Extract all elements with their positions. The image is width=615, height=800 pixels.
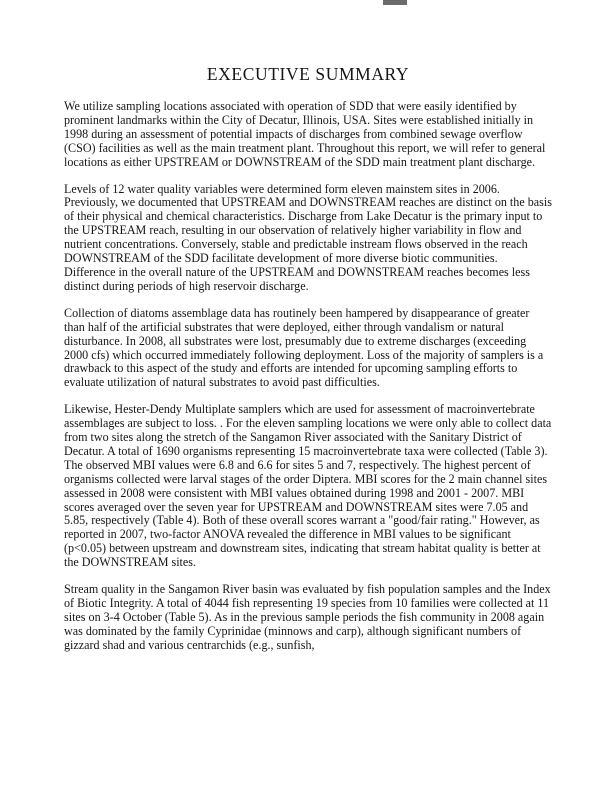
scan-artifact bbox=[383, 0, 407, 5]
paragraph-sampling-locations: We utilize sampling locations associated with operation of SDD that were easily identified by prominent landmarks within the City of Decatur, Illinois, USA. Sites were established initially in 1998 during an assessment of potential impacts of discharges from combined sewage overflow (CSO) facilities as well as the main treatment plant. Throughout this report, we will refer to general locations as either UPSTREAM or DOWNSTREAM of the SDD main treatment plant discharge. bbox=[64, 99, 546, 169]
page-title: EXECUTIVE SUMMARY bbox=[206, 64, 410, 84]
document-page bbox=[64, 64, 552, 666]
paragraph-water-quality: Levels of 12 water quality variables were determined form eleven mainstem sites in 2006. Previously, we documented that UPSTREAM and DOWNSTREAM reaches are distinct on the basis of their physical and chemical characteristics. Discharge from Lake Decatur is the primary input to the UPSTREAM reach, resulting in our observation of relatively higher variability in flow and nutrient concentrations. Conversely, stable and predictable instream flows observed in the reach DOWNSTREAM of the SDD facilitate development of more diverse biotic communities. Difference in the overall nature of the UPSTREAM and DOWNSTREAM reaches becomes less distinct during periods of high reservoir discharge. bbox=[64, 181, 552, 293]
paragraph-macroinvertebrates: Likewise, Hester-Dendy Multiplate samplers which are used for assessment of macroinvertebrate assemblages are subject to loss. . For the eleven sampling locations we were only able to collect data from two sites along the stretch of the Sangamon River associated with the Sanitary District of Decatur. A total of 1690 organisms representing 15 macroinvertebrate taxa were collected (Table 3). The observed MBI values were 6.8 and 6.6 for sites 5 and 7, respectively. The highest percent of organisms collected were larval stages of the order Diptera. MBI scores for the 2 main channel sites assessed in 2008 were consistent with MBI values obtained during 1998 and 2001 - 2007. MBI scores averaged over the seven year for UPSTREAM and DOWNSTREAM sites were 7.05 and 5.85, respectively (Table 4). Both of these overall scores warrant a "good/fair rating." However, as reported in 2007, two-factor ANOVA revealed the difference in MBI values to be significant (p<0.05) between upstream and downstream sites, indicating that stream habitat quality is better at the DOWNSTREAM sites. bbox=[64, 402, 552, 570]
paragraph-fish-populations: Stream quality in the Sangamon River basin was evaluated by fish population samples and the Index of Biotic Integrity. A total of 4044 fish representing 19 species from 10 families were collected at 11 sites on 3-4 October (Table 5). As in the previous sample periods the fish community in 2008 again was dominated by the family Cyprinidae (minnows and carp), although significant numbers of gizzard shad and various centrarchids (e.g., sunfish, bbox=[64, 582, 551, 652]
paragraph-diatoms: Collection of diatoms assemblage data has routinely been hampered by disappearance of greater than half of the artificial substrates that were deployed, either through vandalism or natural disturbance. In 2008, all substrates were lost, presumably due to extreme discharges (exceeding 2000 cfs) which occurred immediately following deployment. Loss of the majority of samplers is a drawback to this aspect of the study and efforts are intended for upcoming sampling efforts to evaluate utilization of natural substrates to avoid past difficulties. bbox=[64, 305, 544, 390]
